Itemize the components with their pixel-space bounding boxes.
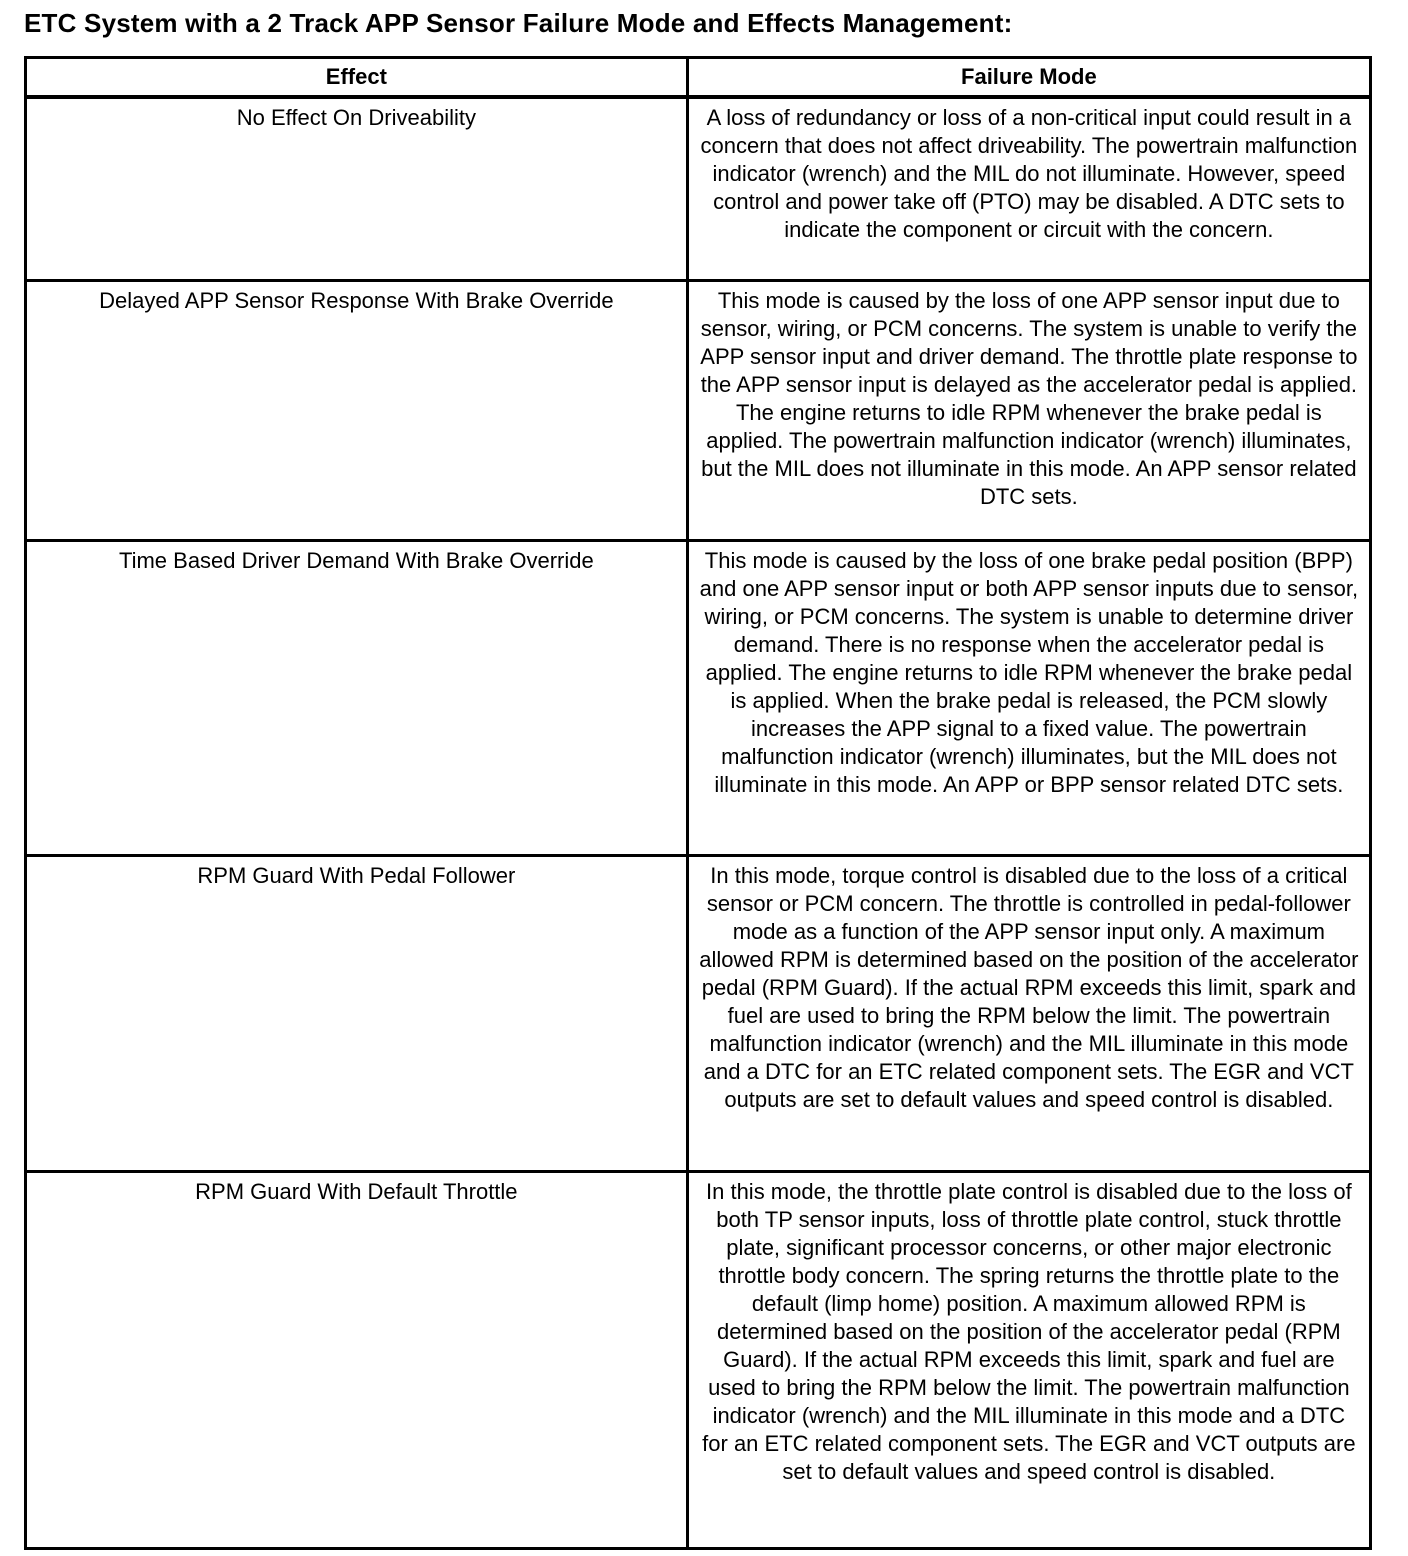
table-row — [26, 280, 1371, 540]
failure-mode-cell: In this mode, torque control is disabled due to the loss of a critical sensor or PCM concern. The throttle is controlled in pedal-follower mode as a function of the APP sensor input only. A maximum allowed RPM is determined based on the position of the accelerator pedal (RPM Guard). If the actual RPM exceeds this limit, spark and fuel are used to bring the RPM below the limit. The powertrain malfunction indicator (wrench) and the MIL illuminate in this mode and a DTC for an ETC related component sets. The EGR and VCT outputs are set to default values and speed control is disabled. — [687, 855, 1370, 1171]
table-header-row — [26, 58, 1371, 98]
effect-cell: Time Based Driver Demand With Brake Override — [26, 540, 688, 855]
failure-mode-cell: This mode is caused by the loss of one APP sensor input due to sensor, wiring, or PCM concerns. The system is unable to verify the APP sensor input and driver demand. The throttle plate response to the APP sensor input is delayed as the accelerator pedal is applied. The engine returns to idle RPM whenever the brake pedal is applied. The powertrain malfunction indicator (wrench) illuminates, but the MIL does not illuminate in this mode. An APP sensor related DTC sets. — [687, 280, 1370, 540]
failure-mode-cell: A loss of redundancy or loss of a non-critical input could result in a concern that does not affect driveability. The powertrain malfunction indicator (wrench) and the MIL do not illuminate. However, speed control and power take off (PTO) may be disabled. A DTC sets to indicate the component or circuit with the concern. — [687, 97, 1370, 280]
column-header-failure-mode: Failure Mode — [687, 58, 1370, 98]
effect-cell: Delayed APP Sensor Response With Brake Override — [26, 280, 688, 540]
effect-cell: RPM Guard With Pedal Follower — [26, 855, 688, 1171]
table-row — [26, 1171, 1371, 1548]
effect-cell: No Effect On Driveability — [26, 97, 688, 280]
fmem-table — [24, 56, 1372, 1550]
failure-mode-cell: In this mode, the throttle plate control is disabled due to the loss of both TP sensor inputs, loss of throttle plate control, stuck throttle plate, significant processor concerns, or other major electronic throttle body concern. The spring returns the throttle plate to the default (limp home) position. A maximum allowed RPM is determined based on the position of the accelerator pedal (RPM Guard). If the actual RPM exceeds this limit, spark and fuel are used to bring the RPM below the limit. The powertrain malfunction indicator (wrench) and the MIL illuminate in this mode and a DTC for an ETC related component sets. The EGR and VCT outputs are set to default values and speed control is disabled. — [687, 1171, 1370, 1548]
column-header-effect: Effect — [26, 58, 688, 98]
table-row — [26, 97, 1371, 280]
effect-cell: RPM Guard With Default Throttle — [26, 1171, 688, 1548]
table-row — [26, 855, 1371, 1171]
failure-mode-cell: This mode is caused by the loss of one brake pedal position (BPP) and one APP sensor input or both APP sensor inputs due to sensor, wiring, or PCM concerns. The system is unable to determine driver demand. There is no response when the accelerator pedal is applied. The engine returns to idle RPM whenever the brake pedal is applied. When the brake pedal is released, the PCM slowly increases the APP signal to a fixed value. The powertrain malfunction indicator (wrench) illuminates, but the MIL does not illuminate in this mode. An APP or BPP sensor related DTC sets. — [687, 540, 1370, 855]
table-row — [26, 540, 1371, 855]
page-title: ETC System with a 2 Track APP Sensor Failure Mode and Effects Management: — [24, 8, 1013, 38]
